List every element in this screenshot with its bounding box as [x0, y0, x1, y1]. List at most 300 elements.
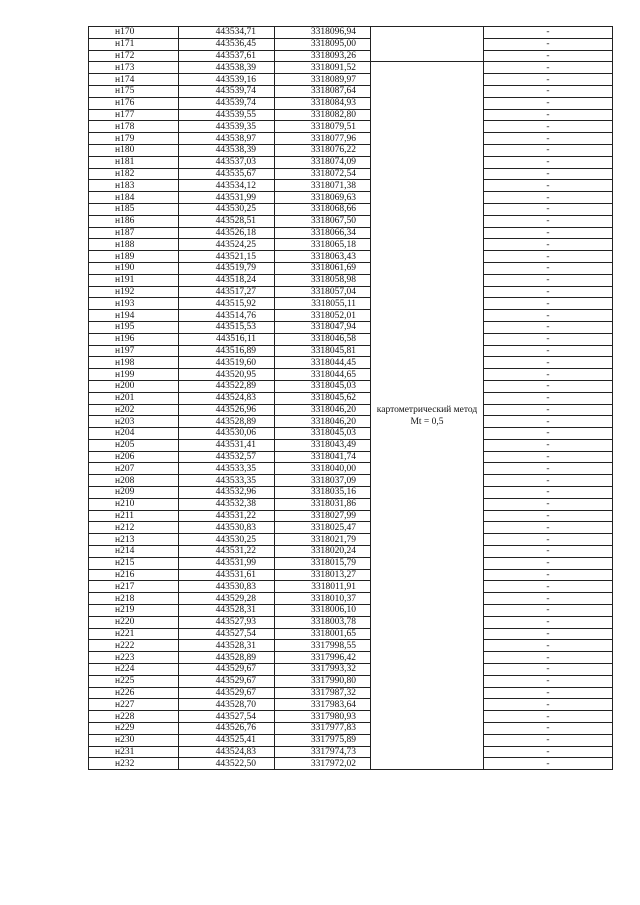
- table-row: [89, 498, 613, 510]
- x-coordinate-cell: 443515,53: [179, 321, 275, 333]
- point-name-cell: н202: [89, 404, 179, 416]
- y-coordinate-cell: 3318065,18: [275, 239, 371, 251]
- point-name-cell: н179: [89, 133, 179, 145]
- point-name-cell: н185: [89, 203, 179, 215]
- point-name-cell: н189: [89, 251, 179, 263]
- table-row: [89, 357, 613, 369]
- y-coordinate-cell: 3318072,54: [275, 168, 371, 180]
- y-coordinate-cell: 3318035,16: [275, 487, 371, 499]
- point-name-cell: н170: [89, 27, 179, 39]
- table-row: [89, 569, 613, 581]
- point-name-cell: н226: [89, 687, 179, 699]
- y-coordinate-cell: 3318043,49: [275, 439, 371, 451]
- dash-cell: -: [484, 109, 613, 121]
- x-coordinate-cell: 443532,38: [179, 498, 275, 510]
- x-coordinate-cell: 443527,93: [179, 616, 275, 628]
- x-coordinate-cell: 443519,60: [179, 357, 275, 369]
- x-coordinate-cell: 443524,83: [179, 746, 275, 758]
- y-coordinate-cell: 3318046,58: [275, 333, 371, 345]
- dash-cell: -: [484, 203, 613, 215]
- point-name-cell: н212: [89, 522, 179, 534]
- dash-cell: -: [484, 215, 613, 227]
- dash-cell: -: [484, 168, 613, 180]
- y-coordinate-cell: 3318044,65: [275, 369, 371, 381]
- dash-cell: -: [484, 699, 613, 711]
- x-coordinate-cell: 443538,39: [179, 144, 275, 156]
- x-coordinate-cell: 443538,39: [179, 62, 275, 74]
- dash-cell: -: [484, 640, 613, 652]
- y-coordinate-cell: 3318021,79: [275, 534, 371, 546]
- point-name-cell: н208: [89, 475, 179, 487]
- table-row: [89, 333, 613, 345]
- y-coordinate-cell: 3318003,78: [275, 616, 371, 628]
- x-coordinate-cell: 443527,54: [179, 711, 275, 723]
- x-coordinate-cell: 443515,92: [179, 298, 275, 310]
- point-name-cell: н177: [89, 109, 179, 121]
- x-coordinate-cell: 443516,11: [179, 333, 275, 345]
- table-row: [89, 699, 613, 711]
- dash-cell: -: [484, 463, 613, 475]
- x-coordinate-cell: 443530,06: [179, 428, 275, 440]
- point-name-cell: н199: [89, 369, 179, 381]
- dash-cell: -: [484, 605, 613, 617]
- table-row: [89, 85, 613, 97]
- x-coordinate-cell: 443529,67: [179, 687, 275, 699]
- y-coordinate-cell: 3318058,98: [275, 274, 371, 286]
- x-coordinate-cell: 443519,79: [179, 262, 275, 274]
- x-coordinate-cell: 443521,15: [179, 251, 275, 263]
- dash-cell: -: [484, 687, 613, 699]
- x-coordinate-cell: 443520,95: [179, 369, 275, 381]
- table-row: [89, 546, 613, 558]
- y-coordinate-cell: 3318091,52: [275, 62, 371, 74]
- point-name-cell: н178: [89, 121, 179, 133]
- point-name-cell: н188: [89, 239, 179, 251]
- x-coordinate-cell: 443539,74: [179, 85, 275, 97]
- table-row: [89, 321, 613, 333]
- dash-cell: -: [484, 439, 613, 451]
- x-coordinate-cell: 443518,24: [179, 274, 275, 286]
- dash-cell: -: [484, 321, 613, 333]
- point-name-cell: н183: [89, 180, 179, 192]
- dash-cell: -: [484, 333, 613, 345]
- x-coordinate-cell: 443526,96: [179, 404, 275, 416]
- table-row: [89, 746, 613, 758]
- dash-cell: -: [484, 85, 613, 97]
- point-name-cell: н193: [89, 298, 179, 310]
- y-coordinate-cell: 3318013,27: [275, 569, 371, 581]
- x-coordinate-cell: 443528,70: [179, 699, 275, 711]
- point-name-cell: н225: [89, 675, 179, 687]
- x-coordinate-cell: 443537,03: [179, 156, 275, 168]
- dash-cell: -: [484, 534, 613, 546]
- x-coordinate-cell: 443529,67: [179, 664, 275, 676]
- dash-cell: -: [484, 581, 613, 593]
- y-coordinate-cell: 3318055,11: [275, 298, 371, 310]
- point-name-cell: н207: [89, 463, 179, 475]
- point-name-cell: н213: [89, 534, 179, 546]
- dash-cell: -: [484, 97, 613, 109]
- point-name-cell: н220: [89, 616, 179, 628]
- table-row: [89, 723, 613, 735]
- dash-cell: -: [484, 392, 613, 404]
- y-coordinate-cell: 3318045,81: [275, 345, 371, 357]
- x-coordinate-cell: 443533,35: [179, 463, 275, 475]
- point-name-cell: н209: [89, 487, 179, 499]
- dash-cell: -: [484, 286, 613, 298]
- y-coordinate-cell: 3318077,96: [275, 133, 371, 145]
- dash-cell: -: [484, 180, 613, 192]
- table-row: [89, 522, 613, 534]
- x-coordinate-cell: 443524,83: [179, 392, 275, 404]
- table-row: [89, 652, 613, 664]
- point-name-cell: н206: [89, 451, 179, 463]
- y-coordinate-cell: 3318067,50: [275, 215, 371, 227]
- table-row: [89, 534, 613, 546]
- y-coordinate-cell: 3318045,03: [275, 428, 371, 440]
- table-row: [89, 251, 613, 263]
- x-coordinate-cell: 443526,18: [179, 227, 275, 239]
- y-coordinate-cell: 3318071,38: [275, 180, 371, 192]
- point-name-cell: н211: [89, 510, 179, 522]
- point-name-cell: н187: [89, 227, 179, 239]
- table-row: [89, 734, 613, 746]
- table-row: [89, 593, 613, 605]
- point-name-cell: н195: [89, 321, 179, 333]
- table-row: [89, 38, 613, 50]
- table-row: [89, 133, 613, 145]
- point-name-cell: н215: [89, 557, 179, 569]
- point-name-cell: н200: [89, 380, 179, 392]
- y-coordinate-cell: 3318074,09: [275, 156, 371, 168]
- dash-cell: -: [484, 546, 613, 558]
- table-row: [89, 428, 613, 440]
- y-coordinate-cell: 3318084,93: [275, 97, 371, 109]
- y-coordinate-cell: 3317974,73: [275, 746, 371, 758]
- point-name-cell: н182: [89, 168, 179, 180]
- y-coordinate-cell: 3317996,42: [275, 652, 371, 664]
- x-coordinate-cell: 443529,67: [179, 675, 275, 687]
- y-coordinate-cell: 3318095,00: [275, 38, 371, 50]
- table-row: [89, 487, 613, 499]
- point-name-cell: н216: [89, 569, 179, 581]
- x-coordinate-cell: 443539,74: [179, 97, 275, 109]
- point-name-cell: н198: [89, 357, 179, 369]
- y-coordinate-cell: 3318010,37: [275, 593, 371, 605]
- point-name-cell: н181: [89, 156, 179, 168]
- dash-cell: -: [484, 428, 613, 440]
- table-row: [89, 392, 613, 404]
- dash-cell: -: [484, 569, 613, 581]
- y-coordinate-cell: 3318063,43: [275, 251, 371, 263]
- point-name-cell: н190: [89, 262, 179, 274]
- x-coordinate-cell: 443539,35: [179, 121, 275, 133]
- point-name-cell: н205: [89, 439, 179, 451]
- table-row: [89, 416, 613, 428]
- y-coordinate-cell: 3318047,94: [275, 321, 371, 333]
- x-coordinate-cell: 443531,99: [179, 192, 275, 204]
- dash-cell: -: [484, 416, 613, 428]
- point-name-cell: н230: [89, 734, 179, 746]
- y-coordinate-cell: 3317993,32: [275, 664, 371, 676]
- x-coordinate-cell: 443517,27: [179, 286, 275, 298]
- y-coordinate-cell: 3318027,99: [275, 510, 371, 522]
- table-row: [89, 369, 613, 381]
- y-coordinate-cell: 3317987,32: [275, 687, 371, 699]
- dash-cell: -: [484, 510, 613, 522]
- x-coordinate-cell: 443539,16: [179, 74, 275, 86]
- x-coordinate-cell: 443533,35: [179, 475, 275, 487]
- table-row: [89, 675, 613, 687]
- dash-cell: -: [484, 487, 613, 499]
- point-name-cell: н175: [89, 85, 179, 97]
- point-name-cell: н221: [89, 628, 179, 640]
- point-name-cell: н217: [89, 581, 179, 593]
- table-row: [89, 50, 613, 62]
- table-row: [89, 62, 613, 74]
- dash-cell: -: [484, 192, 613, 204]
- y-coordinate-cell: 3318089,97: [275, 74, 371, 86]
- point-name-cell: н227: [89, 699, 179, 711]
- x-coordinate-cell: 443522,89: [179, 380, 275, 392]
- coordinates-table: [88, 26, 613, 770]
- point-name-cell: н229: [89, 723, 179, 735]
- dash-cell: -: [484, 121, 613, 133]
- point-name-cell: н180: [89, 144, 179, 156]
- point-name-cell: н214: [89, 546, 179, 558]
- table-row: [89, 404, 613, 416]
- y-coordinate-cell: 3318011,91: [275, 581, 371, 593]
- y-coordinate-cell: 3317983,64: [275, 699, 371, 711]
- table-row: [89, 262, 613, 274]
- table-row: [89, 74, 613, 86]
- table-row: [89, 180, 613, 192]
- dash-cell: -: [484, 369, 613, 381]
- dash-cell: -: [484, 711, 613, 723]
- y-coordinate-cell: 3318057,04: [275, 286, 371, 298]
- y-coordinate-cell: 3318096,94: [275, 27, 371, 39]
- point-name-cell: н194: [89, 310, 179, 322]
- point-name-cell: н232: [89, 758, 179, 770]
- point-name-cell: н171: [89, 38, 179, 50]
- x-coordinate-cell: 443531,22: [179, 546, 275, 558]
- y-coordinate-cell: 3318087,64: [275, 85, 371, 97]
- point-name-cell: н201: [89, 392, 179, 404]
- dash-cell: -: [484, 156, 613, 168]
- y-coordinate-cell: 3318093,26: [275, 50, 371, 62]
- y-coordinate-cell: 3318037,09: [275, 475, 371, 487]
- y-coordinate-cell: 3318031,86: [275, 498, 371, 510]
- dash-cell: -: [484, 133, 613, 145]
- table-row: [89, 605, 613, 617]
- table-row: [89, 192, 613, 204]
- point-name-cell: н231: [89, 746, 179, 758]
- table-row: [89, 310, 613, 322]
- point-name-cell: н218: [89, 593, 179, 605]
- point-name-cell: н186: [89, 215, 179, 227]
- x-coordinate-cell: 443524,25: [179, 239, 275, 251]
- x-coordinate-cell: 443514,76: [179, 310, 275, 322]
- x-coordinate-cell: 443531,22: [179, 510, 275, 522]
- dash-cell: -: [484, 746, 613, 758]
- dash-cell: -: [484, 50, 613, 62]
- table-row: [89, 451, 613, 463]
- table-row: [89, 463, 613, 475]
- table-row: [89, 380, 613, 392]
- x-coordinate-cell: 443534,71: [179, 27, 275, 39]
- point-name-cell: н219: [89, 605, 179, 617]
- table-row: [89, 203, 613, 215]
- y-coordinate-cell: 3318068,66: [275, 203, 371, 215]
- y-coordinate-cell: 3317998,55: [275, 640, 371, 652]
- dash-cell: -: [484, 628, 613, 640]
- x-coordinate-cell: 443536,45: [179, 38, 275, 50]
- x-coordinate-cell: 443522,50: [179, 758, 275, 770]
- point-name-cell: н172: [89, 50, 179, 62]
- dash-cell: -: [484, 498, 613, 510]
- point-name-cell: н228: [89, 711, 179, 723]
- dash-cell: -: [484, 675, 613, 687]
- table-row: [89, 168, 613, 180]
- dash-cell: -: [484, 380, 613, 392]
- table-row: [89, 510, 613, 522]
- x-coordinate-cell: 443529,28: [179, 593, 275, 605]
- table-row: [89, 581, 613, 593]
- point-name-cell: н223: [89, 652, 179, 664]
- point-name-cell: н173: [89, 62, 179, 74]
- table-row: [89, 109, 613, 121]
- y-coordinate-cell: 3318082,80: [275, 109, 371, 121]
- point-name-cell: н176: [89, 97, 179, 109]
- dash-cell: -: [484, 734, 613, 746]
- x-coordinate-cell: 443530,25: [179, 534, 275, 546]
- y-coordinate-cell: 3318066,34: [275, 227, 371, 239]
- point-name-cell: н203: [89, 416, 179, 428]
- dash-cell: -: [484, 298, 613, 310]
- x-coordinate-cell: 443539,55: [179, 109, 275, 121]
- dash-cell: -: [484, 758, 613, 770]
- dash-cell: -: [484, 664, 613, 676]
- point-name-cell: н210: [89, 498, 179, 510]
- y-coordinate-cell: 3318046,20: [275, 404, 371, 416]
- y-coordinate-cell: 3317975,89: [275, 734, 371, 746]
- table-row: [89, 628, 613, 640]
- x-coordinate-cell: 443528,31: [179, 640, 275, 652]
- x-coordinate-cell: 443530,83: [179, 581, 275, 593]
- x-coordinate-cell: 443531,61: [179, 569, 275, 581]
- table-row: [89, 687, 613, 699]
- y-coordinate-cell: 3318015,79: [275, 557, 371, 569]
- y-coordinate-cell: 3318020,24: [275, 546, 371, 558]
- x-coordinate-cell: 443531,99: [179, 557, 275, 569]
- point-name-cell: н192: [89, 286, 179, 298]
- dash-cell: -: [484, 723, 613, 735]
- dash-cell: -: [484, 227, 613, 239]
- dash-cell: -: [484, 475, 613, 487]
- x-coordinate-cell: 443530,25: [179, 203, 275, 215]
- dash-cell: -: [484, 522, 613, 534]
- x-coordinate-cell: 443528,89: [179, 416, 275, 428]
- y-coordinate-cell: 3317990,80: [275, 675, 371, 687]
- dash-cell: -: [484, 144, 613, 156]
- dash-cell: -: [484, 557, 613, 569]
- table-row: [89, 298, 613, 310]
- y-coordinate-cell: 3318045,62: [275, 392, 371, 404]
- x-coordinate-cell: 443532,57: [179, 451, 275, 463]
- table-row: [89, 27, 613, 39]
- x-coordinate-cell: 443528,31: [179, 605, 275, 617]
- point-name-cell: н224: [89, 664, 179, 676]
- y-coordinate-cell: 3317980,93: [275, 711, 371, 723]
- table-row: [89, 439, 613, 451]
- table-row: [89, 345, 613, 357]
- y-coordinate-cell: 3318076,22: [275, 144, 371, 156]
- y-coordinate-cell: 3318025,47: [275, 522, 371, 534]
- y-coordinate-cell: 3318069,63: [275, 192, 371, 204]
- dash-cell: -: [484, 593, 613, 605]
- dash-cell: -: [484, 652, 613, 664]
- x-coordinate-cell: 443537,61: [179, 50, 275, 62]
- table-row: [89, 121, 613, 133]
- table-row: [89, 286, 613, 298]
- x-coordinate-cell: 443526,76: [179, 723, 275, 735]
- point-name-cell: н204: [89, 428, 179, 440]
- x-coordinate-cell: 443525,41: [179, 734, 275, 746]
- y-coordinate-cell: 3318061,69: [275, 262, 371, 274]
- y-coordinate-cell: 3318006,10: [275, 605, 371, 617]
- method-cell: картометрический метод Mt = 0,5: [371, 62, 484, 770]
- point-name-cell: н222: [89, 640, 179, 652]
- dash-cell: -: [484, 251, 613, 263]
- x-coordinate-cell: 443535,67: [179, 168, 275, 180]
- x-coordinate-cell: 443527,54: [179, 628, 275, 640]
- table-row: [89, 156, 613, 168]
- table-row: [89, 640, 613, 652]
- x-coordinate-cell: 443534,12: [179, 180, 275, 192]
- point-name-cell: н184: [89, 192, 179, 204]
- x-coordinate-cell: 443516,89: [179, 345, 275, 357]
- dash-cell: -: [484, 239, 613, 251]
- point-name-cell: н197: [89, 345, 179, 357]
- y-coordinate-cell: 3318079,51: [275, 121, 371, 133]
- x-coordinate-cell: 443532,96: [179, 487, 275, 499]
- coordinates-table-body: [89, 27, 613, 770]
- y-coordinate-cell: 3318052,01: [275, 310, 371, 322]
- table-row: [89, 711, 613, 723]
- table-row: [89, 239, 613, 251]
- table-row: [89, 215, 613, 227]
- table-row: [89, 97, 613, 109]
- dash-cell: -: [484, 27, 613, 39]
- x-coordinate-cell: 443538,97: [179, 133, 275, 145]
- table-row: [89, 616, 613, 628]
- y-coordinate-cell: 3317977,83: [275, 723, 371, 735]
- dash-cell: -: [484, 345, 613, 357]
- table-row: [89, 758, 613, 770]
- dash-cell: -: [484, 38, 613, 50]
- dash-cell: -: [484, 404, 613, 416]
- x-coordinate-cell: 443531,41: [179, 439, 275, 451]
- dash-cell: -: [484, 62, 613, 74]
- table-row: [89, 557, 613, 569]
- x-coordinate-cell: 443528,51: [179, 215, 275, 227]
- dash-cell: -: [484, 616, 613, 628]
- table-row: [89, 664, 613, 676]
- y-coordinate-cell: 3318044,45: [275, 357, 371, 369]
- y-coordinate-cell: 3318041,74: [275, 451, 371, 463]
- table-row: [89, 274, 613, 286]
- x-coordinate-cell: 443528,89: [179, 652, 275, 664]
